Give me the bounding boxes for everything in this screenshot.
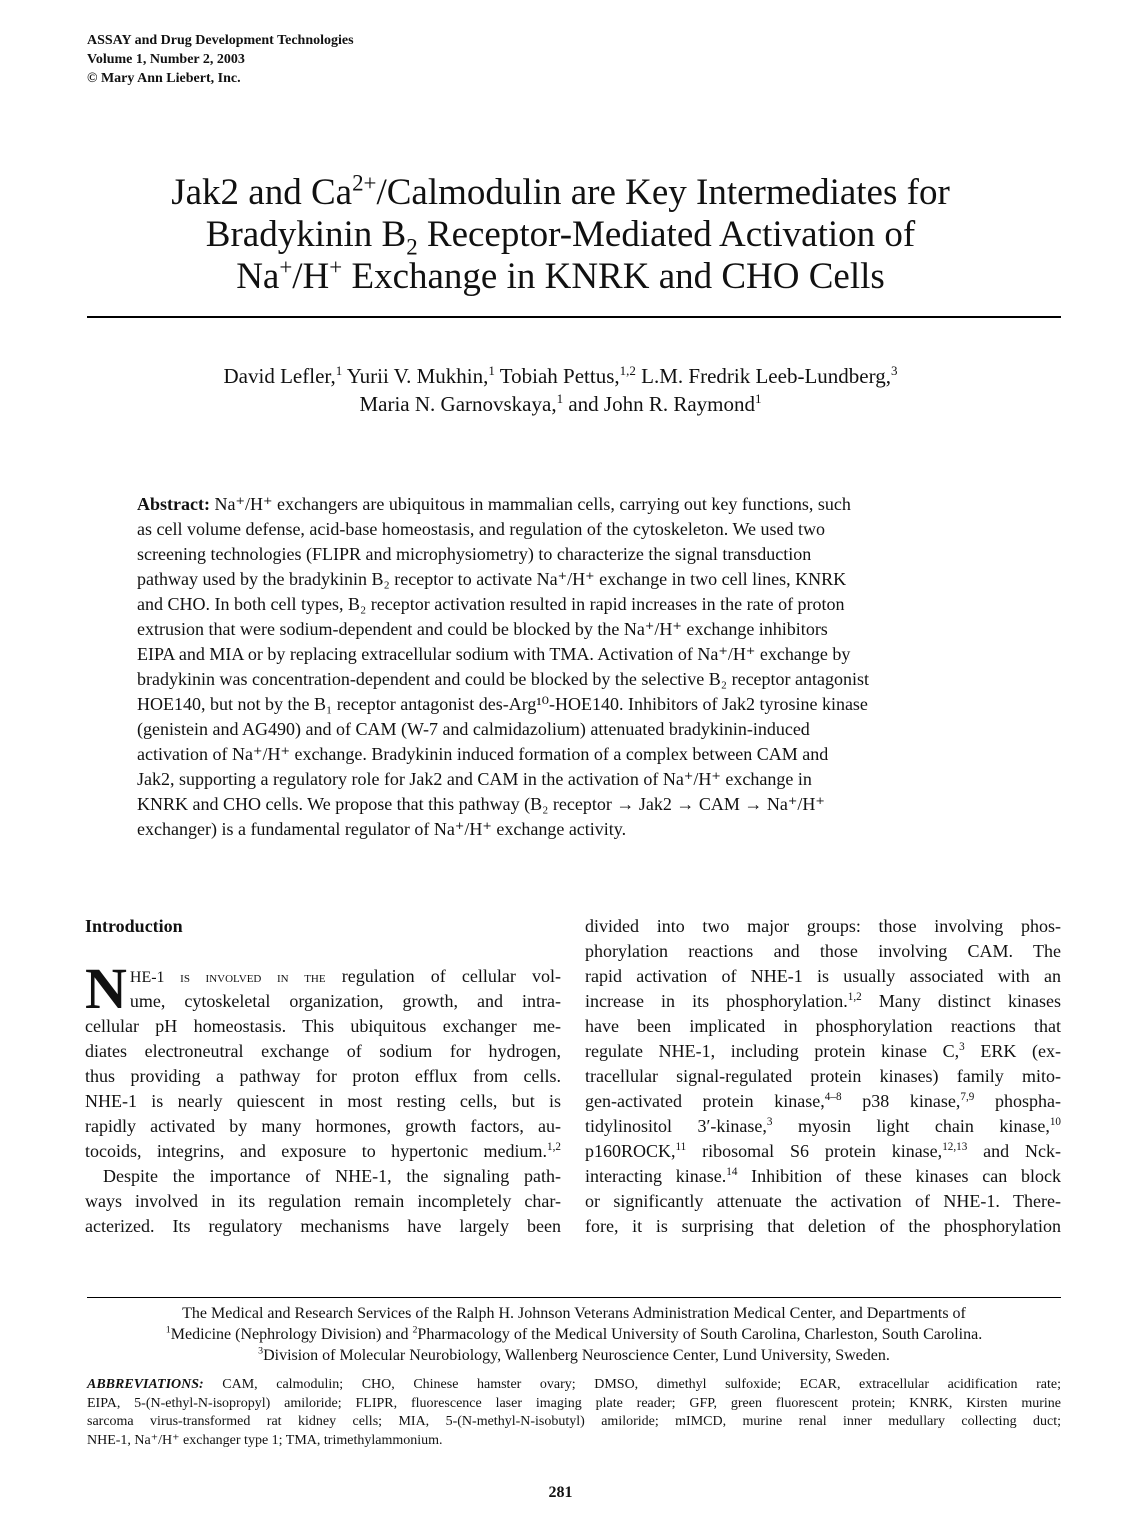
abstract-line: bradykinin was concentration-dependent and could be blocked by the selective B₂ receptor antagonist bbox=[137, 669, 870, 689]
abstract-line: KNRK and CHO cells. We propose that this pathway (B₂ receptor → Jak2 → CAM → Na⁺/H⁺ bbox=[137, 794, 825, 814]
abstract-line: HOE140, but not by the B₁ receptor antagonist des-Arg¹⁰-HOE140. Inhibitors of Jak2 tyrosine kinase bbox=[137, 694, 868, 714]
body-line: acterized. Its regulatory mechanisms have largely been bbox=[85, 1216, 561, 1236]
body-line: regulate NHE-1, including protein kinase C,$^3$ ERK (ex- bbox=[585, 1041, 1062, 1061]
affiliation-line: The Medical and Research Services of the Ralph H. Johnson Veterans Administration Medical Center, and Departments of bbox=[182, 1305, 966, 1322]
body-line: HE-1 is involved in the regulation of cellular vol- bbox=[129, 966, 561, 986]
body-line: phorylation reactions and those involving CAM. The bbox=[585, 941, 1061, 961]
footnote-divider bbox=[87, 1297, 1061, 1298]
body-line: tracellular signal-regulated protein kinases) family mito- bbox=[585, 1066, 1061, 1086]
body-line: have been implicated in phosphorylation reactions that bbox=[585, 1016, 1061, 1036]
body-line: Despite the importance of NHE-1, the signaling path- bbox=[103, 1166, 561, 1186]
body-line: gen-activated protein kinase,$^{4-8}$ p38 kinase,$^{7,9}$ phospha- bbox=[585, 1091, 1061, 1111]
body-line: increase in its phosphorylation.$^{1,2}$ Many distinct kinases bbox=[585, 991, 1061, 1011]
journal-name: ASSAY and Drug Development Technologies bbox=[87, 33, 354, 48]
abstract-line: exchanger) is a fundamental regulator of Na⁺/H⁺ exchange activity. bbox=[137, 819, 627, 839]
title-line-3: Na+/H+ Exchange in KNRK and CHO Cells bbox=[236, 254, 885, 297]
abstract-line: Abstract: Na⁺/H⁺ exchangers are ubiquitous in mammalian cells, carrying out key functions, such bbox=[137, 494, 851, 514]
intro-paragraph-2 bbox=[85, 1164, 561, 1239]
authors-line-1: David Lefler,$^1$ Yurii V. Mukhin,$^1$ Tobiah Pettus,$^{1,2}$ L.M. Fredrik Leeb-Lundberg,$^3$ bbox=[223, 363, 898, 388]
body-line: fore, it is surprising that deletion of the phosphorylation bbox=[585, 1216, 1061, 1236]
title-line-2: Bradykinin $B_2$ Receptor-Mediated Activation of bbox=[205, 214, 916, 260]
left-column bbox=[85, 914, 561, 1239]
page-number: 281 bbox=[548, 1484, 573, 1501]
body-line: diates electroneutral exchange of sodium for hydrogen, bbox=[85, 1041, 561, 1061]
body-line: ways involved in its regulation remain incompletely char- bbox=[85, 1191, 561, 1211]
body-line: interacting kinase.$^{14}$ Inhibition of these kinases can block bbox=[585, 1166, 1061, 1186]
abbrev-line: ABBREVIATIONS: CAM, calmodulin; CHO, Chinese hamster ovary; DMSO, dimethyl sulfoxide; ECAR, extracellular acidification rate; bbox=[87, 1377, 1061, 1392]
body-line: NHE-1 is nearly quiescent in most resting cells, but is bbox=[85, 1091, 561, 1111]
body-line: rapidly activated by many hormones, growth factors, au- bbox=[85, 1116, 561, 1136]
affiliation-line: $^3$Division of Molecular Neurobiology, Wallenberg Neuroscience Center, Lund University, Sweden. bbox=[258, 1345, 890, 1364]
body-line: cellular pH homeostasis. This ubiquitous exchanger me- bbox=[85, 1016, 561, 1036]
drop-cap: N bbox=[85, 956, 127, 1021]
journal-header bbox=[87, 31, 354, 88]
abbrev-line: EIPA, 5-(N-ethyl-N-isopropyl) amiloride; FLIPR, fluorescence laser imaging plate reader; GFP, green fluorescent protein; KNRK, Kirsten murine bbox=[87, 1395, 1061, 1411]
body-line: divided into two major groups: those involving phos- bbox=[585, 916, 1061, 936]
body-line: tocoids, integrins, and exposure to hypertonic medium.$^{1,2}$ bbox=[85, 1141, 561, 1161]
right-column bbox=[585, 914, 1061, 1239]
journal-copyright: © Mary Ann Liebert, Inc. bbox=[87, 71, 241, 86]
intro-paragraph-1 bbox=[85, 956, 561, 1164]
abstract-line: EIPA and MIA or by replacing extracellular sodium with TMA. Activation of Na⁺/H⁺ exchange by bbox=[137, 644, 851, 664]
article-title bbox=[60, 172, 1061, 298]
affiliations bbox=[87, 1303, 1061, 1366]
abstract-line: extrusion that were sodium-dependent and could be blocked by the Na⁺/H⁺ exchange inhibitors bbox=[137, 619, 828, 639]
authors-line-2: Maria N. Garnovskaya,$^1$ and John R. Raymond$^1$ bbox=[359, 391, 762, 416]
abstract-line: activation of Na⁺/H⁺ exchange. Bradykinin induced formation of a complex between CAM and bbox=[137, 744, 829, 764]
abbreviations bbox=[87, 1376, 1061, 1450]
abbrev-label: ABBREVIATIONS: bbox=[87, 1377, 204, 1392]
body-line: rapid activation of NHE-1 is usually associated with an bbox=[585, 966, 1061, 986]
abstract-line: and CHO. In both cell types, B₂ receptor activation resulted in rapid increases in the rate of proton bbox=[137, 594, 845, 614]
abstract-line: (genistein and AG490) and of CAM (W-7 and calmidazolium) attenuated bradykinin-induced bbox=[137, 719, 810, 739]
abbrev-line: sarcoma virus-transformed rat kidney cells; MIA, 5-(N-methyl-N-isobutyl) amiloride; mIMCD, murine renal inner medullary collecting duct; bbox=[87, 1414, 1061, 1429]
body-line: thus providing a pathway for proton efflux from cells. bbox=[85, 1066, 561, 1086]
affiliation-line: $^1$Medicine (Nephrology Division) and $^2$Pharmacology of the Medical University of South Carolina, Charleston, South Carolina. bbox=[165, 1324, 983, 1343]
abstract-line: pathway used by the bradykinin B₂ receptor to activate Na⁺/H⁺ exchange in two cell lines, KNRK bbox=[137, 569, 847, 589]
abstract-label: Abstract: bbox=[137, 494, 210, 514]
title-divider bbox=[87, 316, 1061, 318]
abstract-line: Jak2, supporting a regulatory role for Jak2 and CAM in the activation of Na⁺/H⁺ exchange in bbox=[137, 769, 812, 789]
journal-volume: Volume 1, Number 2, 2003 bbox=[87, 52, 245, 67]
author-list bbox=[60, 362, 1061, 418]
body-line: tidylinositol 3′-kinase,$^3$ myosin light chain kinase,$^{10}$ bbox=[585, 1116, 1061, 1136]
body-line: ume, cytoskeletal organization, growth, and intra- bbox=[129, 991, 561, 1011]
abstract bbox=[137, 492, 1017, 842]
body-line: or significantly attenuate the activation of NHE-1. There- bbox=[585, 1191, 1061, 1211]
abstract-line: as cell volume defense, acid-base homeostasis, and regulation of the cytoskeleton. We used two bbox=[137, 519, 826, 539]
abstract-line: screening technologies (FLIPR and microphysiometry) to characterize the signal transduction bbox=[137, 544, 812, 564]
title-line-1: Jak2 and $Ca^{2+}$/Calmodulin are Key Intermediates for bbox=[171, 170, 950, 213]
abbrev-line: NHE-1, Na⁺/H⁺ exchanger type 1; TMA, trimethylammonium. bbox=[87, 1432, 443, 1448]
section-heading: Introduction bbox=[85, 916, 183, 936]
body-line: p160ROCK,$^{11}$ ribosomal S6 protein kinase,$^{12,13}$ and Nck- bbox=[585, 1141, 1061, 1161]
